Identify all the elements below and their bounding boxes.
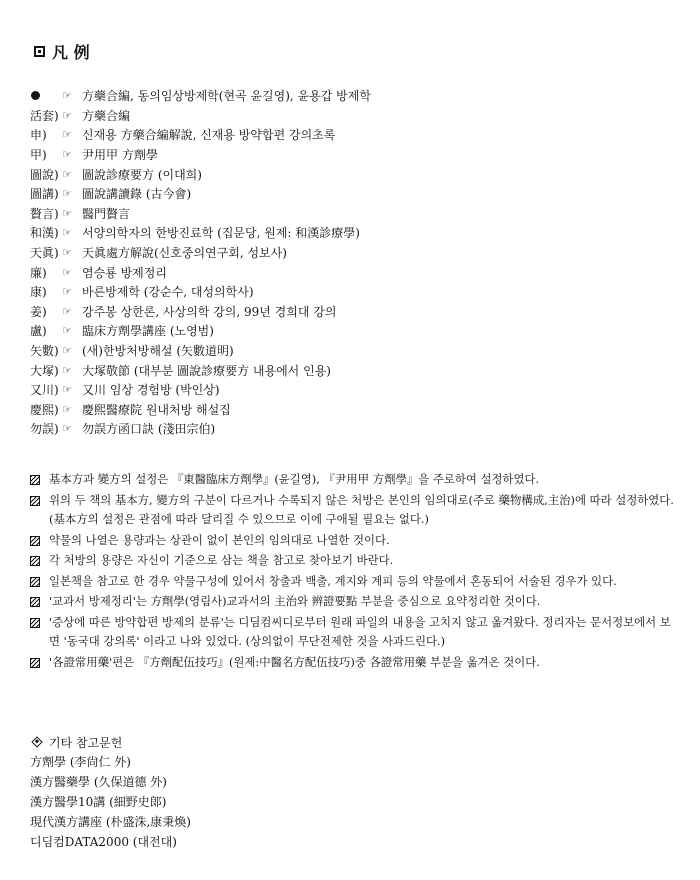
- pointing-hand-icon: ☞: [62, 226, 72, 240]
- reference-item: 現代漢方講座 (朴盛洙,康秉煥): [30, 815, 191, 829]
- abbreviation-row: [30, 184, 670, 204]
- abbreviation-row: [30, 86, 670, 106]
- title-text: 凡 例: [52, 43, 90, 62]
- pointing-hand-icon: ☞: [62, 304, 72, 318]
- abbreviation-row: [30, 380, 670, 400]
- abbreviation-row: [30, 125, 670, 145]
- pointing-hand-icon: ☞: [62, 324, 72, 338]
- abbreviation-text: 서양의학자의 한방진료학 (집문당, 원제: 和漢診療學): [82, 226, 360, 241]
- abbreviation-text: 方藥合編, 동의임상방제학(현곡 윤길영), 윤용갑 방제학: [82, 89, 371, 104]
- abbreviation-row: [30, 282, 670, 302]
- pointing-hand-icon: ☞: [62, 363, 72, 377]
- pointing-hand-icon: ☞: [62, 128, 72, 142]
- abbreviation-text: 바른방제학 (강순수, 대성의학사): [82, 285, 254, 300]
- abbreviation-text: 慶熙醫療院 원내처방 해설집: [82, 402, 231, 417]
- note-item: [30, 592, 680, 612]
- abbreviation-row: [30, 106, 670, 126]
- abbreviation-text: 天眞處方解說(신호중의연구회, 성보사): [82, 246, 287, 261]
- pointing-hand-icon: ☞: [62, 206, 72, 220]
- pointing-hand-icon: ☞: [62, 422, 72, 436]
- abbreviation-key: 又川): [30, 383, 59, 398]
- abbreviation-text: 臨床方劑學講座 (노영범): [82, 324, 214, 339]
- reference-item: 漢方醫藥學 (久保道德 外): [30, 775, 167, 789]
- note-item: [30, 470, 680, 490]
- abbreviation-key: 和漢): [30, 226, 59, 241]
- abbreviation-key: 慶熙): [30, 402, 59, 417]
- diamond-bullet-icon: [31, 736, 42, 747]
- reference-item: 漢方醫學10講 (細野史郞): [30, 795, 167, 809]
- abbreviation-key: 大塚): [30, 363, 59, 378]
- abbreviation-key: 盧): [30, 324, 47, 339]
- pointing-hand-icon: ☞: [62, 265, 72, 279]
- abbreviation-text: 大塚敬節 (대부분 圖說診療要方 내용에서 인용): [82, 363, 331, 378]
- note-item: [30, 572, 680, 592]
- abbreviation-key: 康): [30, 285, 47, 300]
- abbreviation-list: [30, 86, 670, 439]
- abbreviation-key: 圖講): [30, 187, 59, 202]
- pointing-hand-icon: ☞: [62, 167, 72, 181]
- reference-item: 디딤컴DATA2000 (대전대): [30, 835, 177, 849]
- abbreviation-text: 圖說診療要方 (이대희): [82, 167, 202, 182]
- note-text: 위의 두 책의 基本方, 變方의 구분이 다르거나 수록되지 않은 처방은 본인의 임의대로(주로 藥物構成,主治)에 따라 설정하였다. (基本方의 설정은 관점에 따라 달리질 수 있으므로 이에 구애될 필요는 없다.): [49, 492, 674, 526]
- references-items: [30, 752, 191, 852]
- note-item: [30, 613, 680, 652]
- abbreviation-text: 醫門贅言: [82, 206, 131, 221]
- reference-item: 方劑學 (李尙仁 外): [30, 755, 131, 769]
- abbreviation-text: 又川 임상 경험방 (박인상): [82, 383, 220, 398]
- abbreviation-key: 活套): [30, 108, 59, 123]
- note-item: [30, 491, 680, 530]
- pointing-hand-icon: ☞: [62, 108, 72, 122]
- notes-list: [30, 470, 680, 673]
- note-text: '교과서 방제정리'는 方劑學(영림사)교과서의 主治와 辨證要點 부분을 중심으로 요약정리한 것이다.: [49, 594, 541, 608]
- abbreviation-key: 圖說): [30, 167, 59, 182]
- references-heading-text: 기타 참고문헌: [49, 735, 123, 750]
- note-item: [30, 653, 680, 673]
- hatched-square-icon: [30, 597, 40, 607]
- hatched-square-icon: [30, 536, 40, 546]
- filled-circle-icon: [31, 91, 40, 100]
- abbreviation-row: [30, 341, 670, 361]
- square-bullet-icon: [34, 46, 45, 57]
- hatched-square-icon: [30, 618, 40, 628]
- abbreviation-row: [30, 243, 670, 263]
- hatched-square-icon: [30, 658, 40, 668]
- abbreviation-row: [30, 145, 670, 165]
- abbreviation-key: 矢數): [30, 344, 59, 359]
- note-text: 基本方과 變方의 설정은 『東醫臨床方劑學』(윤길영), 『尹用甲 方劑學』을 주로하여 설정하였다.: [49, 472, 540, 486]
- abbreviation-row: [30, 223, 670, 243]
- note-text: '증상에 따른 방약합편 방제의 분류'는 디딤컴씨디로부터 원래 파일의 내용을 고치지 않고 옮겨왔다. 정리자는 문서정보에서 보면 '동국대 강의록' 이라고 나와 있었다. (상의없이 무단전제한 것을 사과드린다.): [49, 614, 671, 648]
- pointing-hand-icon: ☞: [62, 285, 72, 299]
- abbreviation-row: [30, 302, 670, 322]
- abbreviation-row: [30, 400, 670, 420]
- pointing-hand-icon: ☞: [62, 148, 72, 162]
- pointing-hand-icon: ☞: [62, 246, 72, 260]
- abbreviation-text: 圖說講讀錄 (古今會): [82, 187, 192, 202]
- note-text: 각 처방의 용량은 자신이 기준으로 삼는 책을 참고로 찾아보기 바란다.: [49, 553, 394, 567]
- pointing-hand-icon: ☞: [62, 383, 72, 397]
- note-item: [30, 551, 680, 571]
- hatched-square-icon: [30, 496, 40, 506]
- abbreviation-text: 尹用甲 方劑學: [82, 148, 158, 163]
- abbreviation-row: [30, 262, 670, 282]
- abbreviation-row: [30, 321, 670, 341]
- abbreviation-key: 勿誤): [30, 422, 59, 437]
- note-text: 일본책을 참고로 한 경우 약물구성에 있어서 창출과 백출, 계지와 계피 등의 약물에서 혼동되어 서술된 경우가 있다.: [49, 573, 617, 588]
- abbreviation-text: (새)한방처방해설 (矢數道明): [82, 344, 234, 359]
- hatched-square-icon: [30, 475, 40, 485]
- abbreviation-text: 方藥合編: [82, 108, 131, 123]
- abbreviation-key: 姜): [30, 304, 47, 319]
- hatched-square-icon: [30, 556, 40, 566]
- note-text: '各證常用藥'편은 『方劑配伍技巧』(원제:中醫名方配伍技巧)중 各證常用藥 부분을 옮겨온 것이다.: [49, 654, 540, 669]
- abbreviation-key: 天眞): [30, 246, 59, 261]
- hatched-square-icon: [30, 577, 40, 587]
- pointing-hand-icon: ☞: [62, 402, 72, 416]
- abbreviation-text: 강주봉 상한론, 사상의학 강의, 99년 경희대 강의: [82, 304, 337, 319]
- abbreviation-key: 甲): [30, 148, 47, 163]
- abbreviation-bullet: [30, 89, 62, 103]
- abbreviation-key: 贅言): [30, 206, 59, 221]
- abbreviation-row: [30, 360, 670, 380]
- abbreviation-text: 염승룡 방제정리: [82, 265, 167, 280]
- references-section: [30, 732, 191, 852]
- abbreviation-text: 신재용 方藥合編解說, 신재용 방약합편 강의초록: [82, 128, 336, 143]
- abbreviation-row: [30, 164, 670, 184]
- pointing-hand-icon: ☞: [62, 187, 72, 201]
- abbreviation-key: 申): [30, 128, 47, 143]
- note-text: 약물의 나열은 용량과는 상관이 없이 본인의 임의대로 나열한 것이다.: [49, 532, 390, 547]
- pointing-hand-icon: ☞: [62, 89, 72, 103]
- abbreviation-text: 勿誤方函口訣 (淺田宗伯): [82, 422, 216, 437]
- page-title: [34, 40, 90, 63]
- abbreviation-key: 廉): [30, 265, 47, 280]
- abbreviation-row: [30, 204, 670, 224]
- abbreviation-row: [30, 419, 670, 439]
- pointing-hand-icon: ☞: [62, 344, 72, 358]
- references-heading: [30, 732, 191, 752]
- note-item: [30, 531, 680, 551]
